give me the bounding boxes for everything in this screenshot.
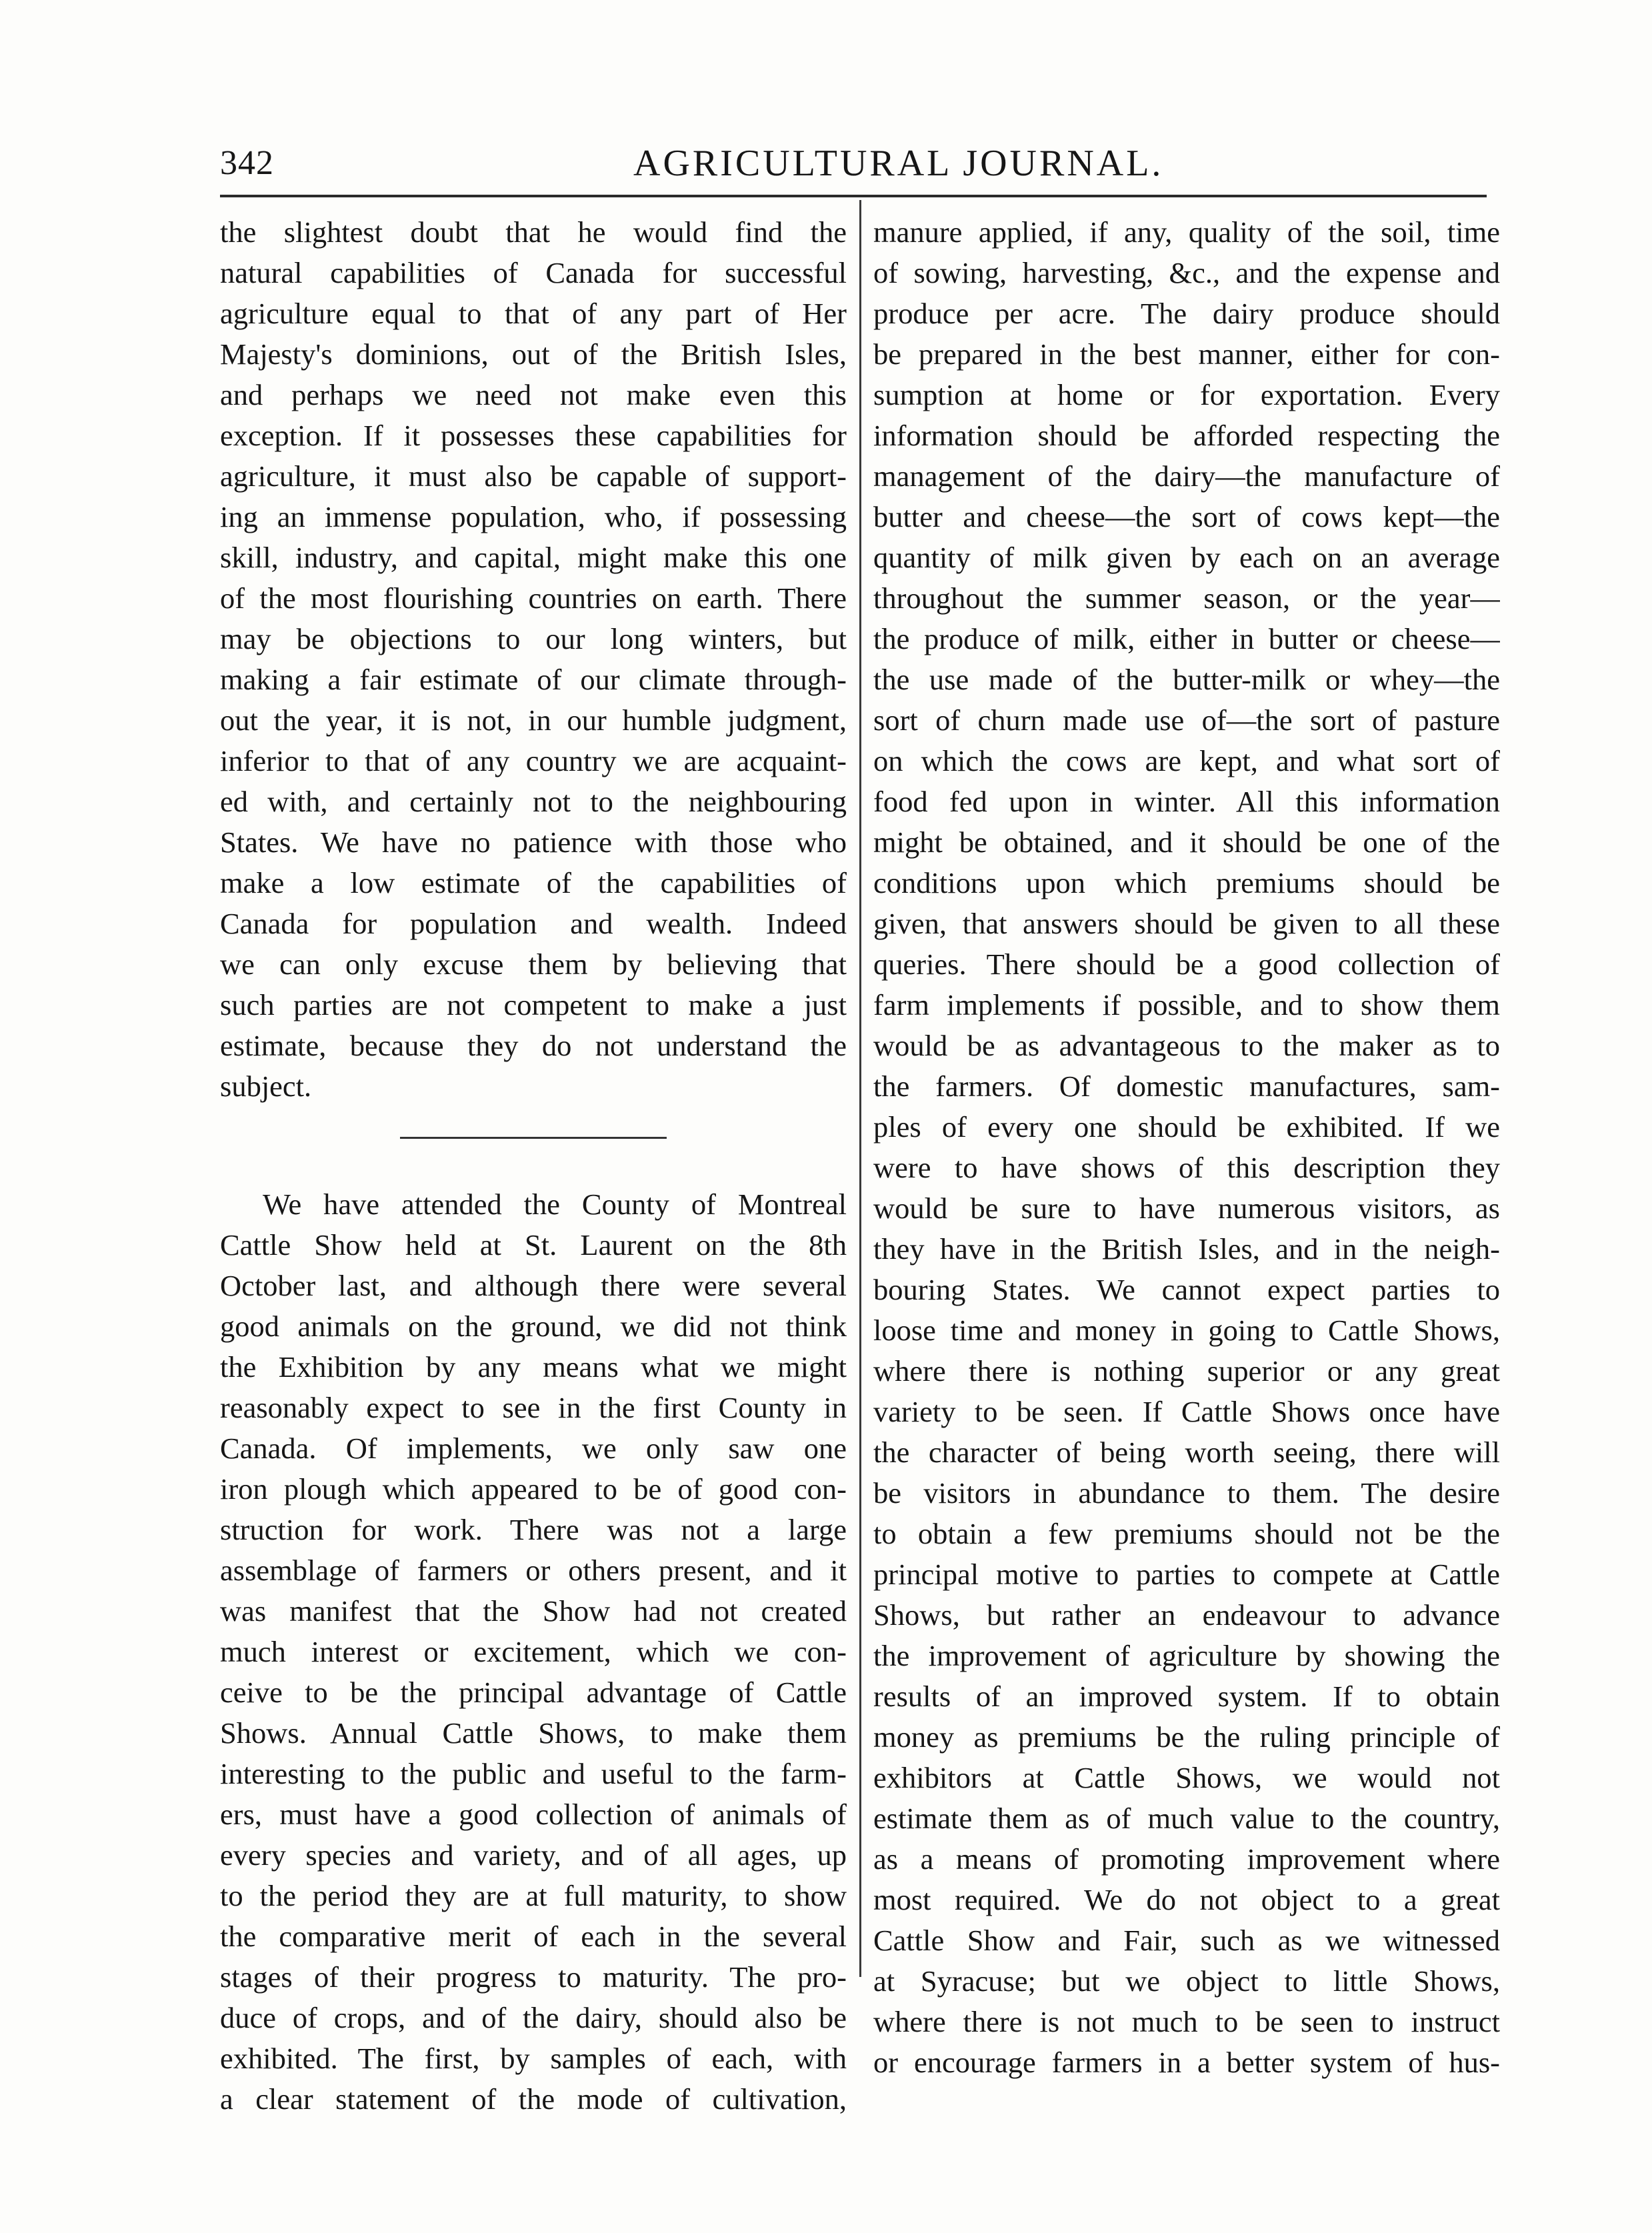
text-line: we can only excuse them by believing that [220,947,847,981]
text-line: variety to be seen. If Cattle Shows once have [873,1395,1500,1428]
text-line: ples of every one should be exhibited. If we [873,1110,1500,1144]
text-line: agriculture, it must also be capable of support- [220,459,847,493]
text-line: much interest or excitement, which we con- [220,1635,847,1668]
text-line: stages of their progress to maturity. The pro- [220,1960,847,1994]
text-line: estimate them as of much value to the country, [873,1802,1500,1835]
text-line: produce per acre. The dairy produce should [873,297,1500,330]
text-line: such parties are not competent to make a just [220,988,847,1021]
text-line: ing an immense population, who, if possessing [220,500,847,533]
text-line: reasonably expect to see in the first County in [220,1391,847,1424]
text-line: be prepared in the best manner, either for con- [873,337,1500,371]
text-line: to the period they are at full maturity, to show [220,1879,847,1912]
text-line: the produce of milk, either in butter or cheese— [873,622,1500,655]
text-line: exception. If it possesses these capabilities for [220,419,847,452]
text-line: to obtain a few premiums should not be the [873,1517,1500,1550]
text-line: as a means of promoting improvement where [873,1842,1500,1876]
text-line: at Syracuse; but we object to little Shows, [873,1964,1500,1998]
text-line: ceive to be the principal advantage of Cattle [220,1676,847,1709]
text-line: they have in the British Isles, and in the neigh- [873,1232,1500,1266]
text-line: natural capabilities of Canada for successful [220,256,847,289]
text-line: given, that answers should be given to all these [873,907,1500,940]
text-line: Shows, but rather an endeavour to advance [873,1598,1500,1632]
text-line: iron plough which appeared to be of good con- [220,1472,847,1506]
text-line: would be as advantageous to the maker as to [873,1029,1500,1062]
text-line: sort of churn made use of—the sort of pasture [873,703,1500,737]
text-line: assemblage of farmers or others present, and it [220,1554,847,1587]
text-line: where there is nothing superior or any great [873,1354,1500,1388]
text-line: skill, industry, and capital, might make this one [220,541,847,574]
text-line: States. We have no patience with those who [220,825,847,859]
text-line: Cattle Show and Fair, such as we witnessed [873,1924,1500,1957]
text-line: making a fair estimate of our climate through- [220,663,847,696]
text-line: sumption at home or for exportation. Every [873,378,1500,411]
text-line: the character of being worth seeing, there will [873,1436,1500,1469]
text-line: where there is not much to be seen to instruct [873,2005,1500,2038]
text-line: Majesty's dominions, out of the British Isles, [220,337,847,371]
text-line: bouring States. We cannot expect parties to [873,1273,1500,1306]
text-line: exhibitors at Cattle Shows, we would not [873,1761,1500,1794]
text-line: a clear statement of the mode of cultivation, [220,2082,847,2116]
text-line: loose time and money in going to Cattle Shows, [873,1314,1500,1347]
text-line: or encourage farmers in a better system of hus- [873,2046,1500,2079]
text-line: butter and cheese—the sort of cows kept—the [873,500,1500,533]
text-line: Shows. Annual Cattle Shows, to make them [220,1716,847,1750]
text-line: most required. We do not object to a great [873,1883,1500,1916]
header-rule [220,195,1487,197]
text-line: of the most flourishing countries on earth. There [220,581,847,615]
text-line: agriculture equal to that of any part of Her [220,297,847,330]
text-line: every species and variety, and of all ages, up [220,1838,847,1872]
text-line: might be obtained, and it should be one of the [873,825,1500,859]
text-line: estimate, because they do not understand the [220,1029,847,1062]
paragraph-capabilities-of-canada [220,212,847,1107]
text-line: of sowing, harvesting, &c., and the expense and [873,256,1500,289]
text-line: exhibited. The first, by samples of each, with [220,2042,847,2075]
text-line: was manifest that the Show had not created [220,1594,847,1628]
text-line: out the year, it is not, in our humble judgment, [220,703,847,737]
text-line: may be objections to our long winters, but [220,622,847,655]
text-line: food fed upon in winter. All this information [873,785,1500,818]
text-line: struction for work. There was not a large [220,1513,847,1546]
text-line: Canada. Of implements, we only saw one [220,1432,847,1465]
text-line: the use made of the butter-milk or whey—the [873,663,1500,696]
page-header [220,140,1487,187]
left-column [220,212,847,2120]
text-line: We have attended the County of Montreal [263,1188,847,1221]
text-line: money as premiums be the ruling principle of [873,1720,1500,1754]
text-line: duce of crops, and of the dairy, should also be [220,2001,847,2034]
text-line: the slightest doubt that he would find the [220,215,847,249]
running-title: AGRICULTURAL JOURNAL. [633,143,1164,184]
text-line: be visitors in abundance to them. The desire [873,1476,1500,1510]
text-line: subject. [220,1069,312,1103]
text-line: on which the cows are kept, and what sort of [873,744,1500,777]
text-line: information should be afforded respecting the [873,419,1500,452]
text-line: October last, and although there were several [220,1269,847,1302]
page-number: 342 [220,144,274,182]
text-line: good animals on the ground, we did not think [220,1310,847,1343]
text-line: interesting to the public and useful to the farm- [220,1757,847,1790]
text-line: ed with, and certainly not to the neighbouring [220,785,847,818]
column-divider [859,200,861,1977]
text-line: the Exhibition by any means what we might [220,1350,847,1384]
text-line: ers, must have a good collection of animals of [220,1798,847,1831]
text-line: Cattle Show held at St. Laurent on the 8th [220,1228,847,1262]
text-line: management of the dairy—the manufacture of [873,459,1500,493]
right-column [873,212,1500,2083]
text-line: quantity of milk given by each on an average [873,541,1500,574]
text-line: queries. There should be a good collection of [873,947,1500,981]
text-line: manure applied, if any, quality of the soil, time [873,215,1500,249]
text-line: principal motive to parties to compete at Cattle [873,1558,1500,1591]
paragraph-montreal-cattle-show [220,1184,847,2120]
text-line: Canada for population and wealth. Indeed [220,907,847,940]
text-line: conditions upon which premiums should be [873,866,1500,899]
text-line: farm implements if possible, and to show them [873,988,1500,1021]
paragraph-cattle-show-continued [873,212,1500,2083]
text-line: inferior to that of any country we are acquaint- [220,744,847,777]
text-line: would be sure to have numerous visitors, as [873,1192,1500,1225]
text-line: the comparative merit of each in the several [220,1920,847,1953]
text-line: were to have shows of this description they [873,1151,1500,1184]
text-line: and perhaps we need not make even this [220,378,847,411]
text-line: throughout the summer season, or the year— [873,581,1500,615]
text-line: results of an improved system. If to obtain [873,1680,1500,1713]
text-line: make a low estimate of the capabilities of [220,866,847,899]
text-line: the farmers. Of domestic manufactures, sam- [873,1069,1500,1103]
text-line: the improvement of agriculture by showing the [873,1639,1500,1672]
